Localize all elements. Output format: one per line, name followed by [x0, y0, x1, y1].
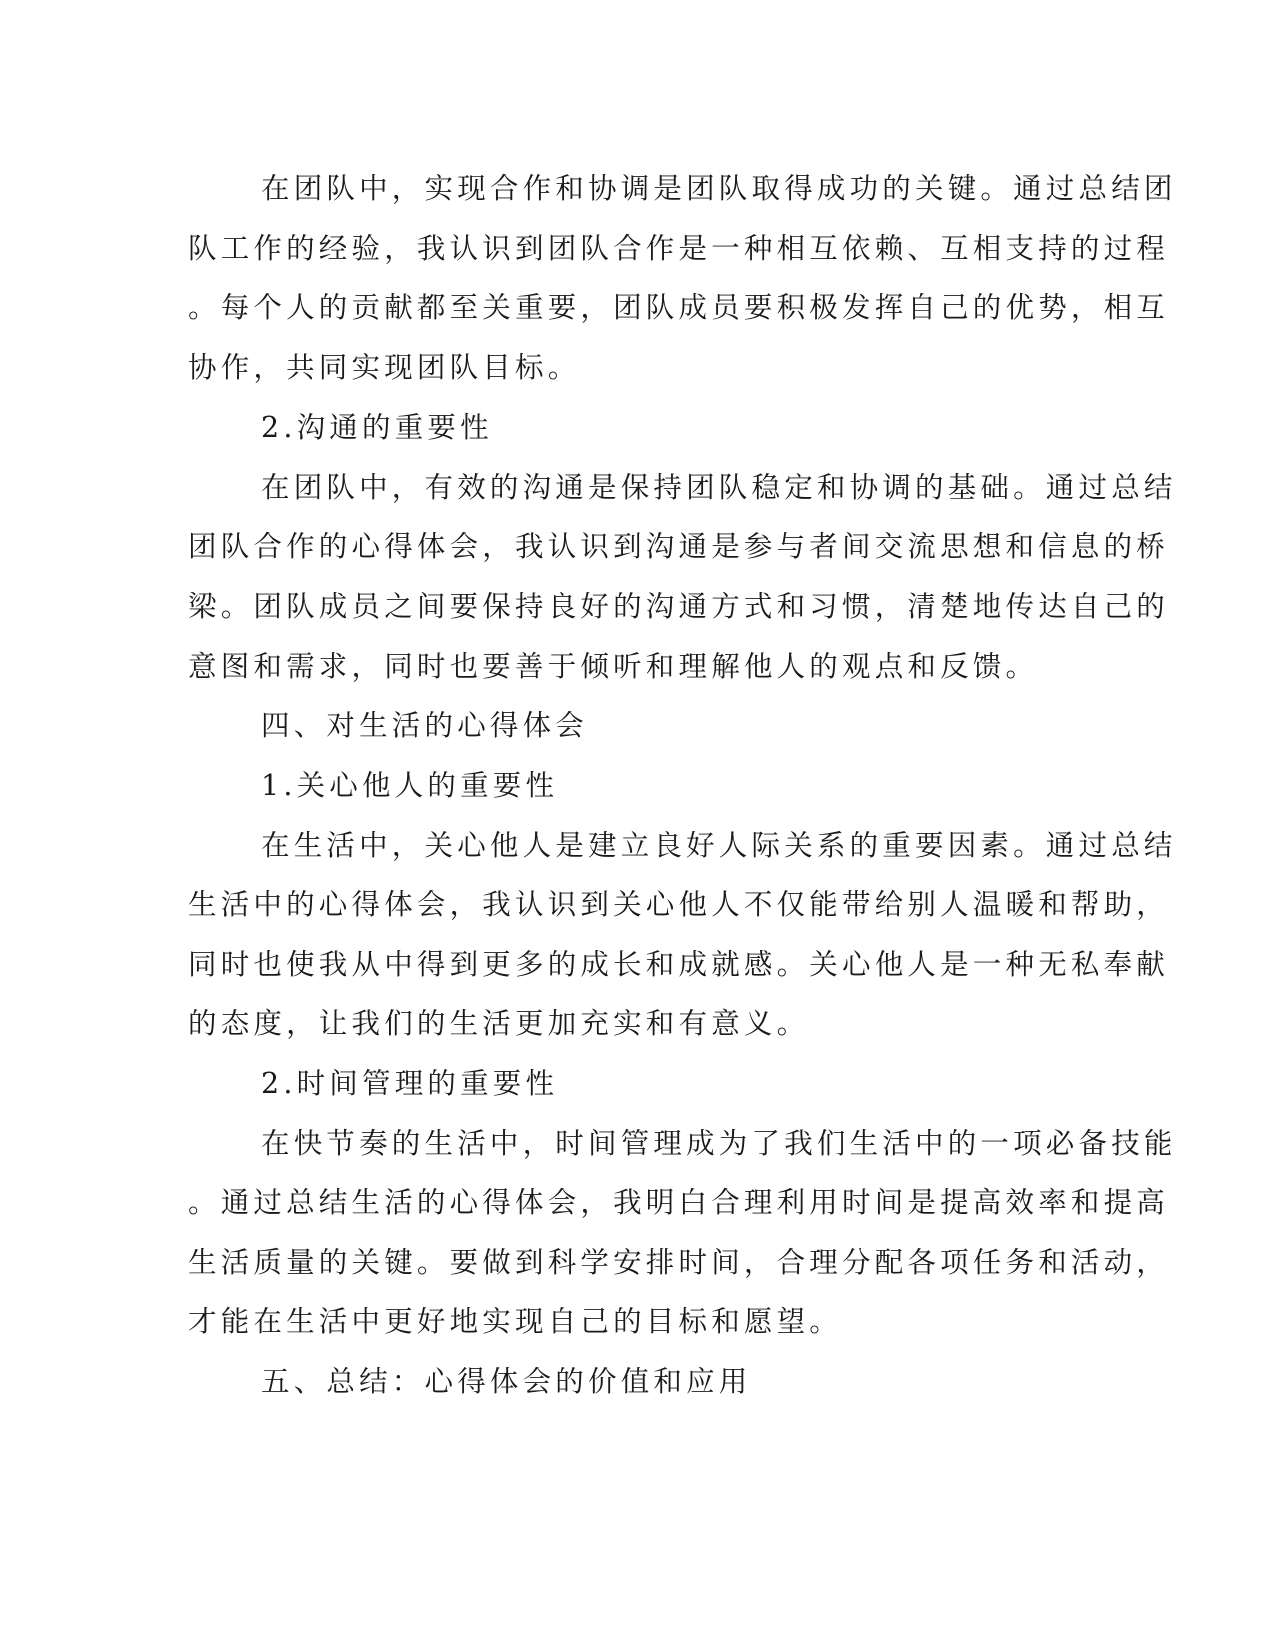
paragraph-time-management-line: 。通过总结生活的心得体会，我明白合理利用时间是提高效率和提高: [188, 1186, 1170, 1219]
paragraph-caring-line: 生活中的心得体会，我认识到关心他人不仅能带给别人温暖和帮助，: [188, 888, 1170, 921]
paragraph-teamwork-line: 协作，共同实现团队目标。: [188, 351, 581, 384]
paragraph-time-management-line: 才能在生活中更好地实现自己的目标和愿望。: [188, 1305, 843, 1338]
paragraph-teamwork-line: 在团队中，实现合作和协调是团队取得成功的关键。通过总结团: [261, 172, 1177, 205]
paragraph-caring-line: 在生活中，关心他人是建立良好人际关系的重要因素。通过总结: [261, 829, 1177, 862]
paragraph-communication-line: 梁。团队成员之间要保持良好的沟通方式和习惯，清楚地传达自己的: [188, 590, 1170, 623]
paragraph-communication-line: 团队合作的心得体会，我认识到沟通是参与者间交流思想和信息的桥: [188, 530, 1170, 563]
paragraph-time-management-line: 在快节奏的生活中，时间管理成为了我们生活中的一项必备技能: [261, 1127, 1177, 1160]
paragraph-teamwork-line: 。每个人的贡献都至关重要，团队成员要积极发挥自己的优势，相互: [188, 291, 1170, 324]
subheading-time-management: 2.时间管理的重要性: [261, 1067, 559, 1100]
paragraph-communication-line: 意图和需求，同时也要善于倾听和理解他人的观点和反馈。: [188, 650, 1039, 683]
section-heading-summary: 五、总结：心得体会的价值和应用: [261, 1365, 752, 1398]
paragraph-communication-line: 在团队中，有效的沟通是保持团队稳定和协调的基础。通过总结: [261, 471, 1177, 504]
subheading-caring: 1.关心他人的重要性: [261, 769, 559, 802]
paragraph-teamwork-line: 队工作的经验，我认识到团队合作是一种相互依赖、互相支持的过程: [188, 232, 1170, 265]
section-heading-life: 四、对生活的心得体会: [261, 709, 589, 742]
subheading-communication: 2.沟通的重要性: [261, 411, 493, 444]
paragraph-caring-line: 同时也使我从中得到更多的成长和成就感。关心他人是一种无私奉献: [188, 948, 1170, 981]
paragraph-caring-line: 的态度，让我们的生活更加充实和有意义。: [188, 1007, 810, 1040]
paragraph-time-management-line: 生活质量的关键。要做到科学安排时间，合理分配各项任务和活动，: [188, 1246, 1170, 1279]
